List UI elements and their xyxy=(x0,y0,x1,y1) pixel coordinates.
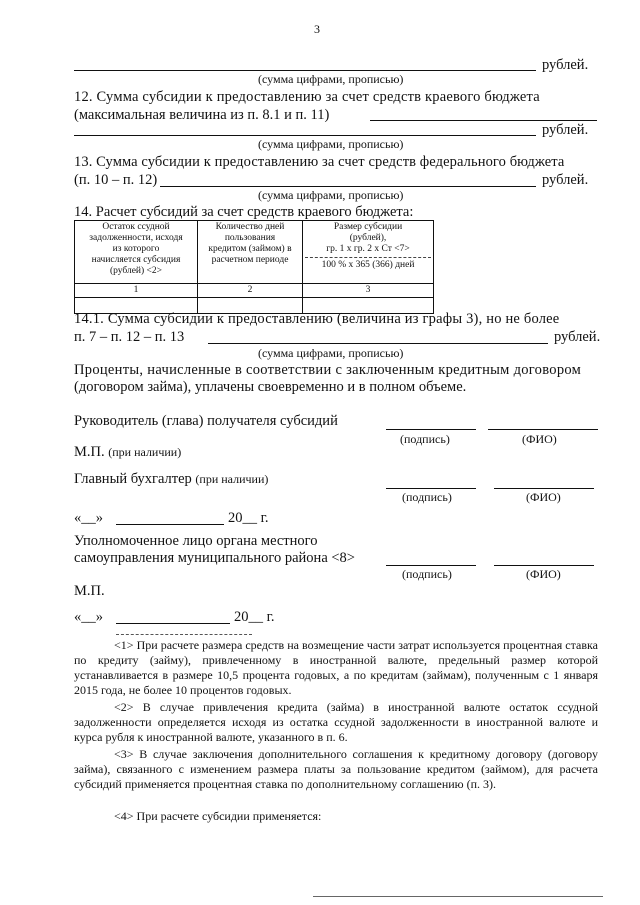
col-number-1: 1 xyxy=(75,284,198,298)
col-3-line: гр. 1 х гр. 2 х Ст <7> xyxy=(326,244,410,254)
official-sign-caption: (подпись) xyxy=(402,567,452,581)
date-2-year: 20__ г. xyxy=(234,609,275,625)
col-3-header xyxy=(303,221,434,284)
head-label: Руководитель (глава) получателя субсидий xyxy=(74,413,338,429)
footnote-1 xyxy=(74,638,598,698)
interest-text-a: Проценты, начисленные в соответствии с заключенным кредитным договором xyxy=(74,362,582,378)
item-12-caption: (сумма цифрами, прописью) xyxy=(258,137,404,151)
item-12-text-a: 12. Сумма субсидии к предоставлению за счет средств краевого бюджета xyxy=(74,89,540,105)
date-1-year: 20__ г. xyxy=(228,510,269,526)
item-12-text-b: (максимальная величина из п. 8.1 и п. 11) xyxy=(74,107,330,123)
accountant-sign-line xyxy=(386,488,476,489)
footnote-4 xyxy=(74,809,598,824)
head-fio-caption: (ФИО) xyxy=(522,432,557,446)
calc-table-number-row xyxy=(75,284,434,298)
page-number: 3 xyxy=(314,22,320,36)
head-fio-line xyxy=(488,429,598,430)
bottom-edge-mark xyxy=(313,896,603,897)
item-12-amount-line xyxy=(74,135,536,136)
amount-line-1 xyxy=(74,70,536,71)
col-number-2: 2 xyxy=(198,284,303,298)
col-number-3: 3 xyxy=(303,284,434,298)
item-13-text-b: (п. 10 – п. 12) xyxy=(74,172,158,188)
col-2-line: кредитом (займом) в xyxy=(208,244,292,254)
item-13-text-a: 13. Сумма субсидии к предоставлению за счет средств федерального бюджета xyxy=(74,154,565,170)
col-3-line: (рублей), xyxy=(349,233,387,243)
official-fio-caption: (ФИО) xyxy=(526,567,561,581)
col-2-line: Количество дней xyxy=(215,222,285,232)
item-14-1-unit: рублей. xyxy=(554,329,601,345)
col-1-line: начисляется субсидия xyxy=(91,255,181,265)
col-1-line: (рублей) <2> xyxy=(109,266,163,276)
mp-1 xyxy=(74,444,181,461)
official-line-2: самоуправления муниципального района <8> xyxy=(74,550,355,566)
mp-1-label: М.П. xyxy=(74,444,105,460)
accountant-note: (при наличии) xyxy=(195,472,269,486)
interest-text-b: (договором займа), уплачены своевременно и в полном объеме. xyxy=(74,379,467,395)
col-1-line: задолженности, исходя xyxy=(89,233,183,243)
footnote-3 xyxy=(74,747,598,792)
col-2-header xyxy=(198,221,303,284)
item-12-line-b xyxy=(370,120,597,121)
mp-1-note: (при наличии) xyxy=(108,445,182,459)
footnote-2-text: <2> В случае привлечения кредита (займа) в иностранной валюте остаток ссудной задолженности определяется исходя из остатка ссудной задолженности в иностранной валюте и курса рубля к иностранной валюте, указанного в п. 6. xyxy=(74,700,598,744)
calc-table-header-row xyxy=(75,221,434,284)
caption-1: (сумма цифрами, прописью) xyxy=(258,72,404,86)
col-2-line: расчетном периоде xyxy=(211,255,289,265)
accountant-fio-line xyxy=(494,488,594,489)
footnote-separator xyxy=(116,634,252,635)
mp-2: М.П. xyxy=(74,583,105,599)
col-3-line: 100 % х 365 (366) дней xyxy=(321,260,415,270)
item-13-unit: рублей. xyxy=(542,172,589,188)
item-12-unit: рублей. xyxy=(542,122,589,138)
footnote-2 xyxy=(74,700,598,745)
item-14-heading: 14. Расчет субсидий за счет средств краевого бюджета: xyxy=(74,204,414,220)
fraction-dash xyxy=(305,257,431,258)
head-sign-caption: (подпись) xyxy=(400,432,450,446)
col-2-line: пользования xyxy=(224,233,276,243)
item-14-1-text-b: п. 7 – п. 12 – п. 13 xyxy=(74,329,185,345)
col-1-header xyxy=(75,221,198,284)
col-1-line: из которого xyxy=(112,244,160,254)
date-2-month-line xyxy=(116,623,230,624)
item-14-1-amount-line xyxy=(208,343,548,344)
official-sign-line xyxy=(386,565,476,566)
head-sign-line xyxy=(386,429,476,430)
accountant-label: Главный бухгалтер xyxy=(74,471,192,487)
accountant-fio-caption: (ФИО) xyxy=(526,490,561,504)
item-13-caption: (сумма цифрами, прописью) xyxy=(258,188,404,202)
date-1-month-line xyxy=(116,524,224,525)
item-14-1-text-a: 14.1. Сумма субсидии к предоставлению (величина из графы 3), но не более xyxy=(74,311,560,327)
unit-1: рублей. xyxy=(542,57,589,73)
official-fio-line xyxy=(494,565,594,566)
calc-table xyxy=(74,220,434,314)
date-2-open: «__» xyxy=(74,609,103,625)
footnote-4-text: <4> При расчете субсидии применяется: xyxy=(114,809,322,823)
footnote-1-text: <1> При расчете размера средств на возмещение части затрат используется процентная ставка по кредиту (займу), привлеченному в иностранной валюте, предельный размер которой устанавливается в размере 10,5 процента годовых, а по кредитам (займам), полученным с 1 января 2015 года, не более 10 процентов годовых. xyxy=(74,638,598,697)
item-13-amount-line xyxy=(160,186,536,187)
col-1-line: Остаток ссудной xyxy=(102,222,170,232)
footnote-3-text: <3> В случае заключения дополнительного соглашения к кредитному договору (договору займа), связанного с изменением размера платы за пользование кредитом (займом), для расчета субсидий применяется процентная ставка по дополнительному соглашению (п. 3). xyxy=(74,747,598,791)
accountant xyxy=(74,471,268,488)
date-1-open: «__» xyxy=(74,510,103,526)
accountant-sign-caption: (подпись) xyxy=(402,490,452,504)
col-3-line: Размер субсидии xyxy=(333,222,403,232)
official-line-1: Уполномоченное лицо органа местного xyxy=(74,533,318,549)
item-14-1-caption: (сумма цифрами, прописью) xyxy=(258,346,404,360)
